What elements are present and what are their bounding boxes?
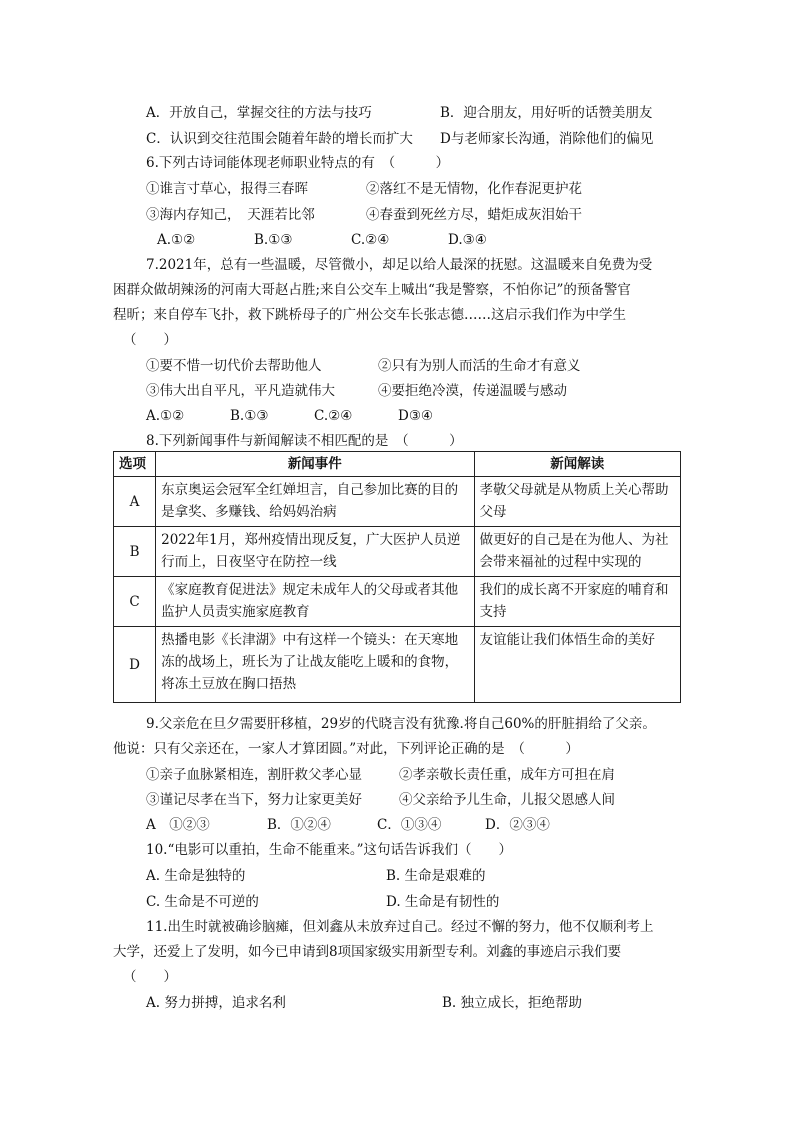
row-news-reading: 孝敬父母就是从物质上关心帮助父母 — [474, 477, 680, 527]
q6-statement-2: ②落红不是无情物，化作春泥更护花 — [366, 181, 582, 197]
q7-stem-line-2: 困群众做胡辣汤的河南大哥赵占胜;来自公交车上喊出“我是警察，不怕你记”的预备警官 — [113, 282, 631, 298]
q6-statement-1: ①谁言寸草心，报得三春晖 — [146, 181, 308, 197]
q10-option-d[interactable]: D. 生命是有韧性的 — [386, 894, 500, 910]
q6-option-b[interactable]: B.①③ — [254, 232, 293, 248]
column-header-reading: 新闻解读 — [474, 452, 680, 477]
table-row[interactable] — [114, 577, 681, 627]
q11-option-a[interactable]: A. 努力拼搏，追求名利 — [146, 995, 286, 1011]
q7-statement-2: ②只有为别人而活的生命才有意义 — [378, 358, 581, 374]
q5-option-d[interactable]: D与老师家长沟通，消除他们的偏见 — [440, 131, 654, 147]
q7-statement-3: ③伟大出自平凡，平凡造就伟大 — [146, 383, 335, 399]
row-option-label: B — [114, 527, 156, 577]
row-option-label: A — [114, 477, 156, 527]
q11-stem-line-1: 11.出生时就被确诊脑瘫，但刘鑫从未放弃过自己。经过不懈的努力，他不仅顺利考上 — [146, 919, 654, 935]
row-news-reading: 友谊能让我们体悟生命的美好 — [474, 627, 680, 703]
q5-option-b[interactable]: B．迎合朋友，用好听的话赞美朋友 — [440, 105, 653, 121]
column-header-event: 新闻事件 — [156, 452, 474, 477]
q11-stem-line-2: 大学，还爱上了发明，如今已申请到8项国家级实用新型专利。刘鑫的事迹启示我们要 — [113, 944, 622, 960]
q5-option-c[interactable]: C．认识到交往范围会随着年龄的增长而扩大 — [146, 131, 413, 147]
q7-option-a[interactable]: A.①② — [146, 408, 185, 424]
table-row[interactable] — [114, 477, 681, 527]
q5-option-a[interactable]: A．开放自己，掌握交往的方法与技巧 — [146, 105, 372, 121]
q8-stem: 8.下列新闻事件与新闻解读不相匹配的是 （ ） — [146, 433, 463, 449]
q6-statement-4: ④春蚕到死丝方尽，蜡炬成灰泪始干 — [366, 207, 582, 223]
q6-option-c[interactable]: C.②④ — [351, 232, 390, 248]
q8-news-table — [113, 451, 681, 703]
row-news-reading: 我们的成长离不开家庭的哺育和支持 — [474, 577, 680, 627]
q7-stem-line-3: 程昕；来自停车飞扑，救下跳桥母子的广州公交车长张志德……这启示我们作为中学生 — [113, 307, 626, 323]
table-header-row — [114, 452, 681, 477]
row-news-event: 《家庭教育促进法》规定未成年人的父母或者其他监护人员责实施家庭教育 — [156, 577, 474, 627]
row-news-event: 2022年1月，郑州疫情出现反复，广大医护人员逆行而上，日夜坚守在防控一线 — [156, 527, 474, 577]
q7-option-d[interactable]: D③④ — [398, 408, 434, 424]
q9-statement-1: ①亲子血脉紧相连，割肝救父孝心显 — [146, 767, 362, 783]
q9-option-a[interactable]: A ①②③ — [146, 817, 210, 833]
q9-statement-4: ④父亲给予儿生命，儿报父恩感人间 — [399, 792, 615, 808]
q9-option-c[interactable]: C．①③④ — [377, 817, 442, 833]
q6-statement-3: ③海内存知己， 天涯若比邻 — [146, 207, 315, 223]
q10-option-c[interactable]: C. 生命是不可逆的 — [146, 894, 259, 910]
row-option-label: D — [114, 627, 156, 703]
q9-statement-3: ③谨记尽孝在当下，努力让家更美好 — [146, 792, 362, 808]
q6-option-a[interactable]: A.①② — [157, 232, 196, 248]
q7-option-b[interactable]: B.①③ — [230, 408, 269, 424]
q9-statement-2: ②孝亲敬长责任重，成年方可担在肩 — [399, 767, 615, 783]
q7-statement-1: ①要不惜一切代价去帮助他人 — [146, 358, 322, 374]
q11-option-b[interactable]: B. 独立成长，拒绝帮助 — [442, 995, 583, 1011]
q7-option-c[interactable]: C.②④ — [314, 408, 353, 424]
q6-stem: 6.下列古诗词能体现老师职业特点的有 （ ） — [146, 155, 450, 171]
q9-option-b[interactable]: B．①②④ — [267, 817, 331, 833]
q9-stem-line-2: 他说：只有父亲还在，一家人才算团圆。”对此，下列评论正确的是 （ ） — [113, 741, 579, 757]
row-news-reading: 做更好的自己是在为他人、为社会带来福祉的过程中实现的 — [474, 527, 680, 577]
row-news-event: 热播电影《长津湖》中有这样一个镜头：在天寒地冻的战场上，班长为了让战友能吃上暖和的食物，将冻土豆放在胸口捂热 — [156, 627, 474, 703]
row-option-label: C — [114, 577, 156, 627]
q7-stem-line-1: 7.2021年，总有一些温暖，尽管微小，却足以给人最深的抚慰。这温暖来自免费为受 — [146, 257, 653, 273]
table-row[interactable] — [114, 627, 681, 703]
q10-stem: 10.“电影可以重拍，生命不能重来。”这句话告诉我们（ ） — [146, 842, 513, 858]
q7-statement-4: ④要拒绝冷漠，传递温暖与感动 — [378, 383, 567, 399]
q10-option-b[interactable]: B. 生命是艰难的 — [386, 868, 486, 884]
q9-option-d[interactable]: D．②③④ — [485, 817, 550, 833]
q9-stem-line-1: 9.父亲危在旦夕需要肝移植，29岁的代晓言没有犹豫.将自己60%的肝脏捐给了父亲。 — [146, 716, 656, 732]
row-news-event: 东京奥运会冠军全红婵坦言，自己参加比赛的目的是拿奖、多赚钱、给妈妈治病 — [156, 477, 474, 527]
q7-answer-blank[interactable]: （ ） — [123, 332, 177, 348]
table-row[interactable] — [114, 527, 681, 577]
q11-answer-blank[interactable]: （ ） — [123, 969, 177, 985]
column-header-option: 选项 — [114, 452, 156, 477]
q6-option-d[interactable]: D.③④ — [448, 232, 487, 248]
q10-option-a[interactable]: A. 生命是独特的 — [146, 868, 246, 884]
